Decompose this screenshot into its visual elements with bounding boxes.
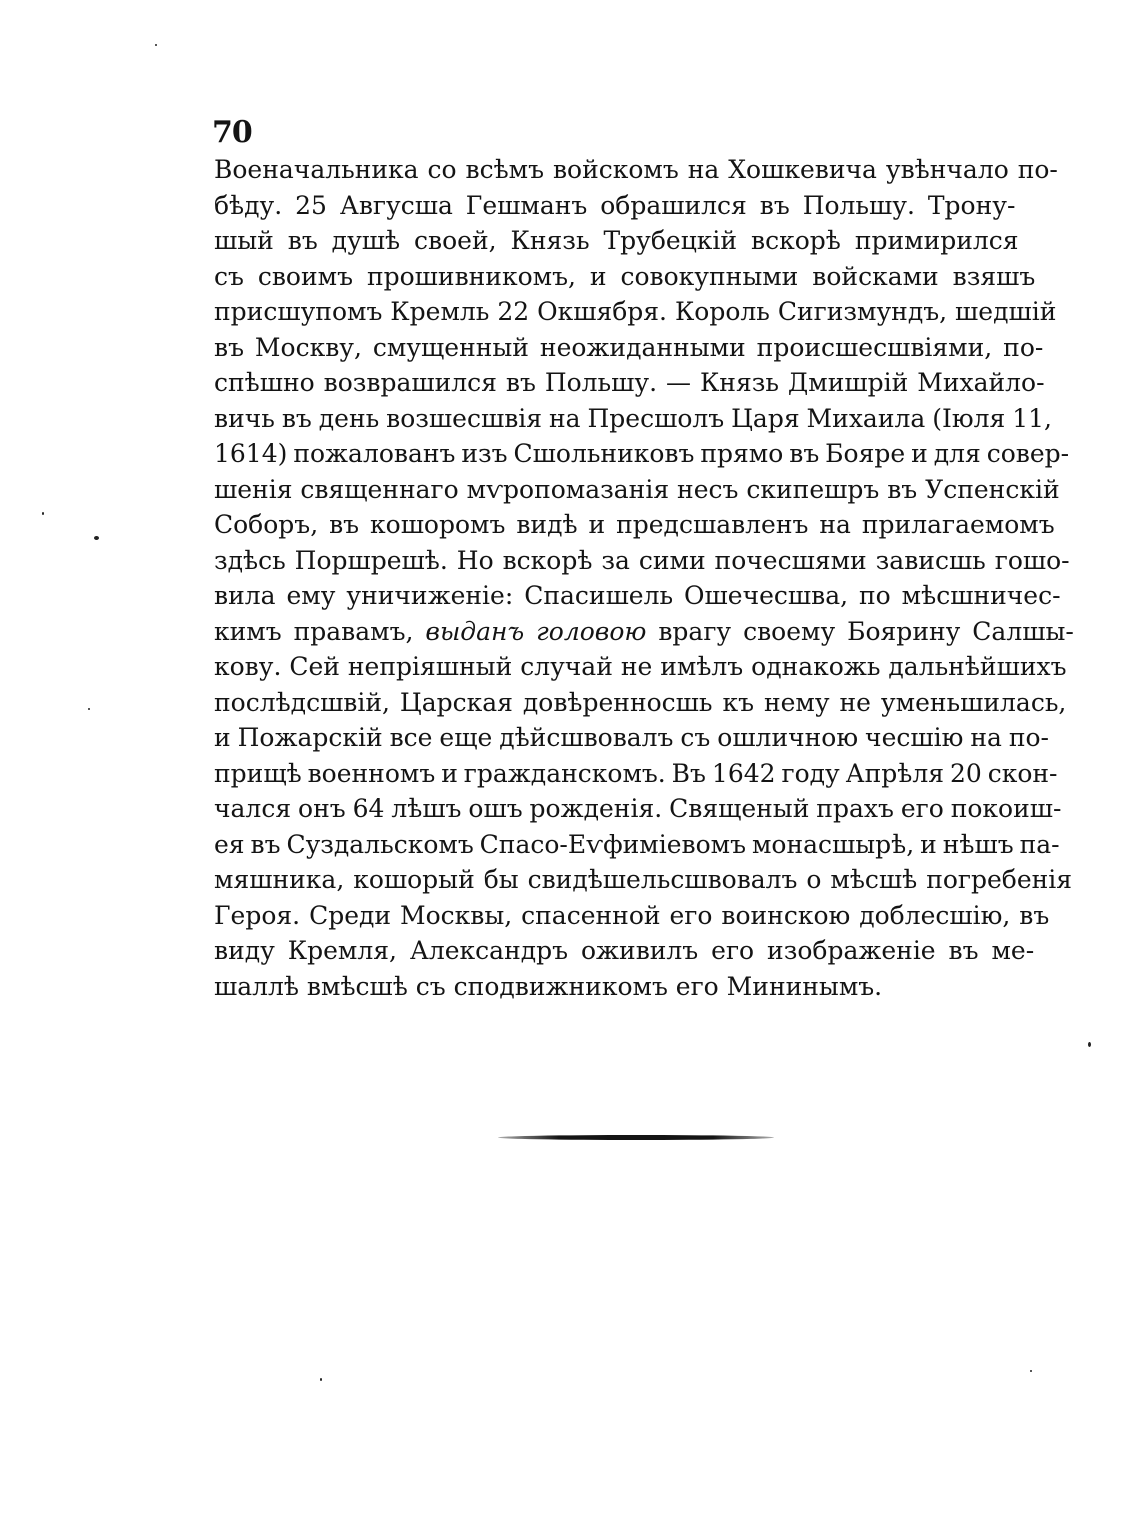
text-line: здѣсь Поршрешѣ. Но вскорѣ за сими почесшями зависшь гошо- xyxy=(214,545,1070,575)
scan-speck xyxy=(94,536,99,540)
text-line: прищѣ военномъ и гражданскомъ. Въ 1642 году Апрѣля 20 скон- xyxy=(214,758,1058,788)
text-line: чался онъ 64 лѣшъ ошъ рожденія. Священый прахъ его покоиш- xyxy=(214,794,1062,823)
scan-speck xyxy=(88,708,90,710)
text-line: послѣдсшвій, Царская довѣренносшь къ нему не уменьшилась, xyxy=(214,687,1067,717)
text-line: Соборъ, въ кошоромъ видѣ и предсшавленъ на прилагаемомъ xyxy=(214,510,1055,539)
scan-speck xyxy=(42,512,44,515)
text-line: бѣду. 25 Авгусша Гешманъ обрашился въ Польшу. Трону- xyxy=(214,190,1016,220)
page-number: 70 xyxy=(212,115,252,150)
body-text xyxy=(214,152,1074,1004)
text-line: Героя. Среди Москвы, спасенной его воинскою доблесшію, въ xyxy=(214,900,1050,930)
text-line: Военачальника со всѣмъ войскомъ на Хошкевича увѣнчало по- xyxy=(214,155,1058,184)
text-line: ея въ Суздальскомъ Спасо-Еѵфиміевомъ монасшырѣ, и нѣшъ па- xyxy=(214,829,1060,859)
text-line: виду Кремля, Александръ оживилъ его изображеніе въ ме- xyxy=(214,936,1035,965)
scan-speck xyxy=(1030,1370,1032,1372)
end-ornament-rule xyxy=(498,1135,774,1140)
text-line: шенія священнаго мѵропомазанія несъ скипешръ въ Успенскій xyxy=(214,474,1060,504)
emphasized-phrase: выданъ головою xyxy=(425,616,647,646)
text-line: спѣшно возврашился въ Польшу. — Князь Дмишрій Михайло- xyxy=(214,368,1045,397)
text-line: въ Москву, смущенный неожиданными происшесшвіями, по- xyxy=(214,332,1044,362)
text-line: присшупомъ Кремль 22 Окшября. Король Сигизмундъ, шедшій xyxy=(214,297,1057,326)
scan-speck xyxy=(320,1378,322,1381)
text-line: съ своимъ прошивникомъ, и совокупными войсками взяшъ xyxy=(214,261,1036,291)
text-line: 1614) пожалованъ изъ Сшольниковъ прямо въ Бояре и для совер- xyxy=(214,439,1070,468)
text-line: вичь въ день возшесшвія на Пресшолъ Царя Михаила (Іюля 11, xyxy=(214,403,1052,433)
scan-speck xyxy=(155,44,157,46)
scan-speck xyxy=(1088,1042,1091,1047)
text-line: шый въ душѣ своей, Князь Трубецкій вскорѣ примирился xyxy=(214,226,1019,255)
text-line: шаллѣ вмѣсшѣ съ сподвижникомъ его Мининымъ. xyxy=(214,971,883,1001)
text-line: и Пожарскій все еще дѣйсшвовалъ съ ошличною чесшію на по- xyxy=(214,723,1050,752)
text-line: мяшника, кошорый бы свидѣшельсшвовалъ о мѣсшѣ погребенія xyxy=(214,865,1073,894)
text-line: кову. Сей непріяшный случай не имѣлъ однакожь дальнѣйшихъ xyxy=(214,652,1067,681)
text-line: вила ему уничиженіе: Спасишель Ошечесшва, по мѣсшничес- xyxy=(214,581,1061,610)
text-line: кимъ правамъ, выданъ головою врагу своему Боярину Салшы- xyxy=(214,616,1074,646)
